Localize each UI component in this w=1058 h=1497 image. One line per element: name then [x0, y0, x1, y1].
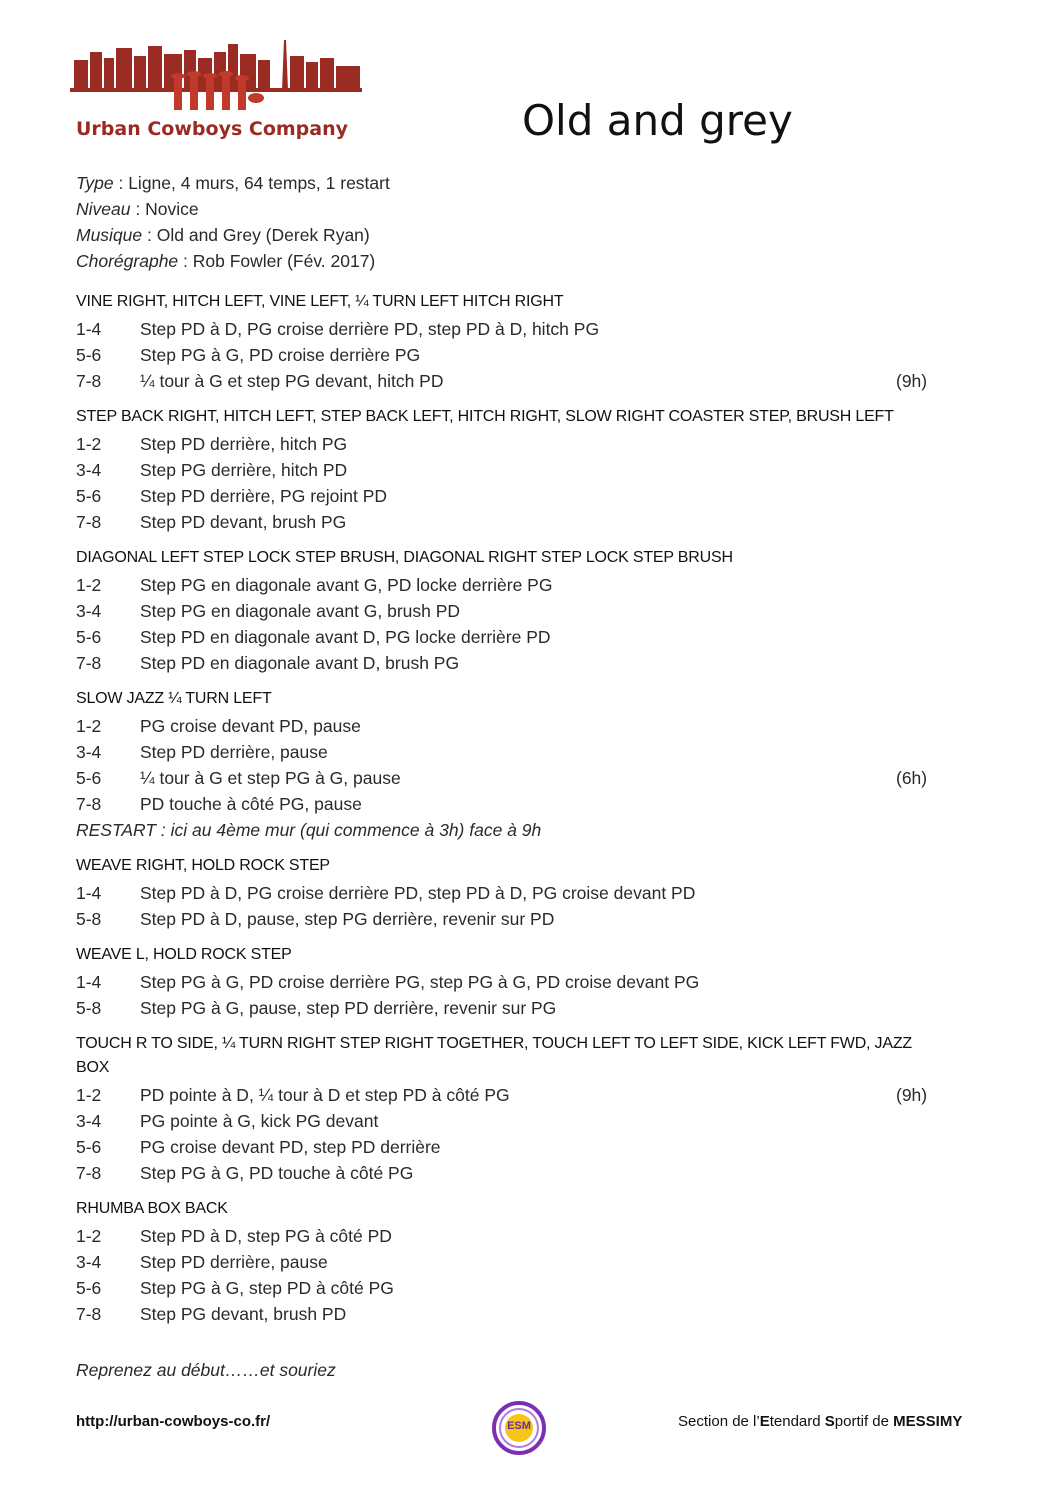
step-row [76, 624, 936, 650]
step-description: Step PD derrière, PG rejoint PD [140, 486, 388, 506]
step-count: 1-4 [76, 319, 102, 339]
club-section-text: Section de l’Etendard Sportif de MESSIMY [678, 1413, 963, 1430]
step-section [76, 687, 936, 843]
step-description: Step PD à D, step PG à côté PD [140, 1226, 392, 1246]
step-row [76, 765, 936, 791]
step-count: 3-4 [76, 1111, 102, 1131]
section-title: STEP BACK RIGHT, HITCH LEFT, STEP BACK LEFT, HITCH RIGHT, SLOW RIGHT COASTER STEP, BRUSH LEFT [76, 408, 894, 425]
step-section [76, 405, 936, 535]
section-title: TOUCH R TO SIDE, ¼ TURN RIGHT STEP RIGHT TOGETHER, TOUCH LEFT TO LEFT SIDE, KICK LEFT FWD, JAZZ BOX [76, 1035, 912, 1076]
closing-note: Reprenez au début……et souriez [76, 1360, 336, 1380]
page-title: Old and grey [522, 96, 793, 145]
step-row [76, 791, 936, 817]
step-description: PG croise devant PD, pause [140, 716, 361, 736]
step-row [76, 969, 936, 995]
step-row [76, 1223, 936, 1249]
step-description: Step PG à G, PD croise derrière PG, step PG à G, PD croise devant PG [140, 972, 700, 992]
section-title: WEAVE RIGHT, HOLD ROCK STEP [76, 857, 330, 874]
esm-label: ESM [507, 1420, 531, 1432]
step-row [76, 483, 936, 509]
step-count: 3-4 [76, 1252, 102, 1272]
step-count: 5-6 [76, 1278, 102, 1298]
step-description: Step PD en diagonale avant D, brush PG [140, 653, 460, 673]
step-count: 1-2 [76, 716, 102, 736]
step-description: Step PG à G, PD touche à côté PG [140, 1163, 414, 1183]
section-title: DIAGONAL LEFT STEP LOCK STEP BRUSH, DIAGONAL RIGHT STEP LOCK STEP BRUSH [76, 549, 733, 566]
step-description: Step PG derrière, hitch PD [140, 460, 348, 480]
step-section [76, 854, 936, 932]
step-count: 5-6 [76, 627, 102, 647]
step-row [76, 650, 936, 676]
wall-direction: (9h) [896, 1085, 928, 1105]
step-count: 5-6 [76, 345, 102, 365]
step-row [76, 572, 936, 598]
step-count: 7-8 [76, 794, 102, 814]
step-description: PG pointe à G, kick PG devant [140, 1111, 379, 1131]
step-description: PD pointe à D, ¼ tour à D et step PD à côté PG [140, 1085, 510, 1105]
meta-type: Type : Ligne, 4 murs, 64 temps, 1 restart [76, 173, 390, 193]
step-row [76, 1301, 936, 1327]
step-count: 1-2 [76, 575, 102, 595]
step-row [76, 368, 936, 394]
urban-cowboys-logo [70, 38, 364, 148]
dance-meta [76, 170, 390, 274]
step-description: PD touche à côté PG, pause [140, 794, 362, 814]
wall-direction: (6h) [896, 768, 928, 788]
step-count: 7-8 [76, 653, 102, 673]
logo-text: Urban Cowboys Company [76, 118, 349, 140]
step-description: Step PD derrière, hitch PG [140, 434, 348, 454]
esm-logo [491, 1400, 547, 1456]
step-count: 1-4 [76, 883, 102, 903]
step-row [76, 995, 936, 1021]
step-row [76, 1108, 936, 1134]
step-row [76, 880, 936, 906]
step-description: Step PD derrière, pause [140, 1252, 328, 1272]
step-count: 1-2 [76, 1085, 102, 1105]
step-description: Step PG en diagonale avant G, PD locke derrière PG [140, 575, 553, 595]
step-count: 1-2 [76, 434, 102, 454]
step-count: 3-4 [76, 601, 102, 621]
website-link[interactable]: http://urban-cowboys-co.fr/ [76, 1413, 271, 1430]
step-description: Step PD à D, PG croise derrière PD, step PD à D, hitch PG [140, 319, 600, 339]
step-count: 5-6 [76, 486, 102, 506]
step-count: 7-8 [76, 1163, 102, 1183]
restart-note: RESTART : ici au 4ème mur (qui commence à 3h) face à 9h [76, 820, 542, 840]
step-description: Step PD derrière, pause [140, 742, 328, 762]
section-title: VINE RIGHT, HITCH LEFT, VINE LEFT, ¼ TURN LEFT HITCH RIGHT [76, 293, 564, 310]
step-section [76, 1032, 936, 1186]
step-count: 5-6 [76, 768, 102, 788]
city-skyline-icon [70, 38, 364, 118]
step-row [76, 1082, 936, 1108]
step-row [76, 342, 936, 368]
section-title: WEAVE L, HOLD ROCK STEP [76, 946, 292, 963]
step-description: ¼ tour à G et step PG à G, pause [140, 768, 401, 788]
step-row [76, 906, 936, 932]
step-description: Step PD en diagonale avant D, PG locke derrière PD [140, 627, 551, 647]
step-row [76, 598, 936, 624]
meta-level: Niveau : Novice [76, 199, 199, 219]
step-description: Step PD à D, pause, step PG derrière, revenir sur PD [140, 909, 555, 929]
step-description: Step PG en diagonale avant G, brush PD [140, 601, 461, 621]
wall-direction: (9h) [896, 371, 928, 391]
step-description: Step PG à G, step PD à côté PG [140, 1278, 394, 1298]
step-count: 5-8 [76, 998, 102, 1018]
step-row [76, 316, 936, 342]
step-row [76, 713, 936, 739]
step-row [76, 457, 936, 483]
step-section [76, 943, 936, 1021]
step-section [76, 290, 936, 394]
section-title: RHUMBA BOX BACK [76, 1200, 228, 1217]
step-count: 5-6 [76, 1137, 102, 1157]
step-count: 3-4 [76, 742, 102, 762]
step-row [76, 1160, 936, 1186]
meta-music: Musique : Old and Grey (Derek Ryan) [76, 225, 370, 245]
step-section [76, 546, 936, 676]
step-description: Step PD à D, PG croise derrière PD, step PD à D, PG croise devant PD [140, 883, 696, 903]
step-count: 1-2 [76, 1226, 102, 1246]
step-row [76, 1134, 936, 1160]
step-row [76, 1275, 936, 1301]
step-count: 3-4 [76, 460, 102, 480]
section-title: SLOW JAZZ ¼ TURN LEFT [76, 690, 272, 707]
step-description: ¼ tour à G et step PG devant, hitch PD [140, 371, 444, 391]
step-description: Step PG à G, pause, step PD derrière, revenir sur PG [140, 998, 557, 1018]
step-count: 7-8 [76, 1304, 102, 1324]
step-description: PG croise devant PD, step PD derrière [140, 1137, 441, 1157]
step-count: 1-4 [76, 972, 102, 992]
step-description: Step PG à G, PD croise derrière PG [140, 345, 421, 365]
step-count: 5-8 [76, 909, 102, 929]
step-sections [76, 290, 936, 1338]
step-description: Step PD devant, brush PG [140, 512, 347, 532]
step-description: Step PG devant, brush PD [140, 1304, 347, 1324]
meta-choreographer: Chorégraphe : Rob Fowler (Fév. 2017) [76, 251, 376, 271]
step-row [76, 1249, 936, 1275]
step-row [76, 739, 936, 765]
step-section [76, 1197, 936, 1327]
step-count: 7-8 [76, 512, 102, 532]
step-row [76, 431, 936, 457]
step-count: 7-8 [76, 371, 102, 391]
step-row [76, 509, 936, 535]
